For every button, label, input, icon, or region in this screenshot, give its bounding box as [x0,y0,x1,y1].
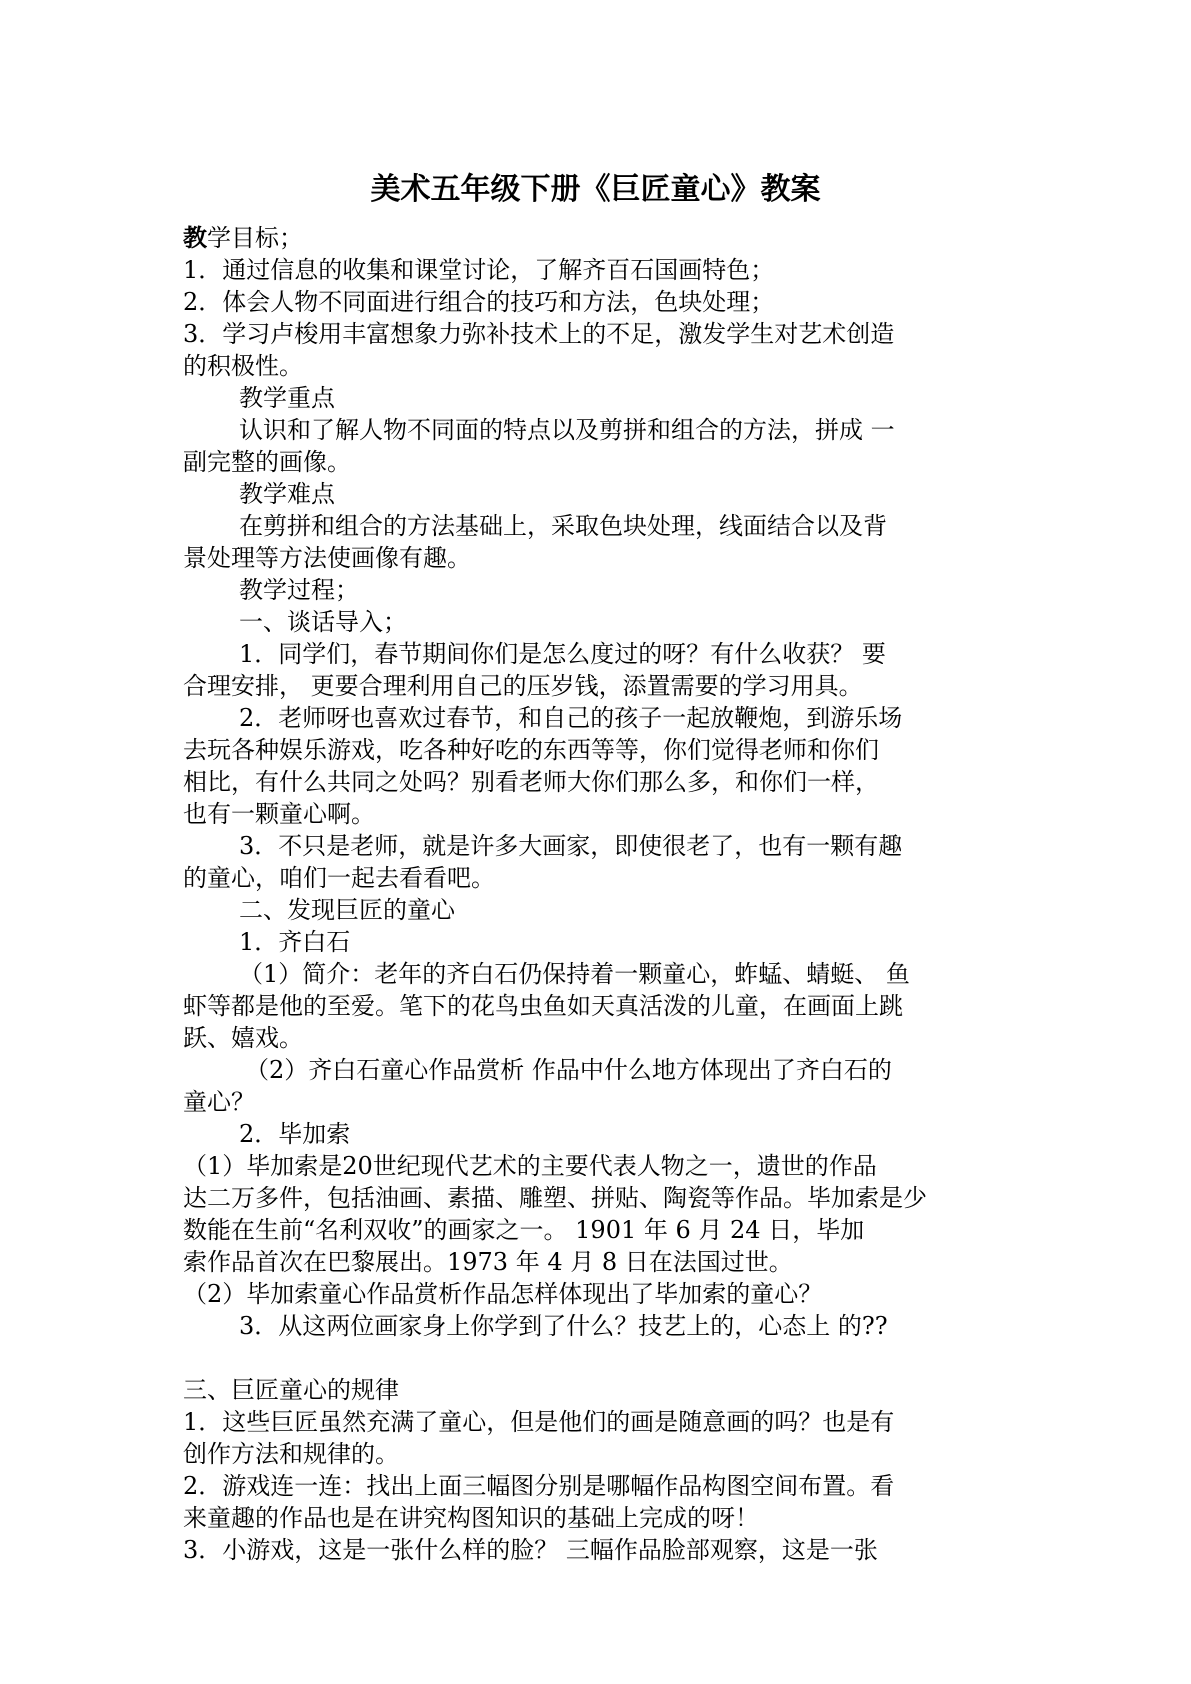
text-span: 学目标； [207,224,303,252]
section-heading-rules: 三、巨匠童心的规律 [183,1376,399,1404]
text-line: 在剪拼和组合的方法基础上，采取色块处理，线面结合以及背 [239,512,887,540]
section-heading-difficulties: 教学难点 [239,480,335,508]
text-line: 童心？ [183,1088,255,1116]
text-line: （1）简介：老年的齐白石仍保持着一颗童心，蚱蜢、蜻蜓、 鱼 [239,960,910,988]
text-line: 虾等都是他的至爱。笔下的花鸟虫鱼如天真活泼的儿童，在画面上跳 [183,992,903,1020]
text-line-objectives-heading [183,222,1013,254]
text-line: 3．从这两位画家身上你学到了什么？技艺上的，心态上 的?? [239,1312,888,1340]
section-heading-key-points: 教学重点 [239,384,335,412]
text-line: 1．通过信息的收集和课堂讨论，了解齐百石国画特色； [183,256,775,284]
text-line: 去玩各种娱乐游戏，吃各种好吃的东西等等，你们觉得老师和你们 [183,736,879,764]
document-body [183,222,1013,1566]
text-line: 也有一颗童心啊。 [183,800,375,828]
text-line: 相比，有什么共同之处吗？别看老师大你们那么多，和你们一样， [183,768,879,796]
text-line: 的童心，咱们一起去看看吧。 [183,864,495,892]
subheading-picasso: 2．毕加索 [239,1120,351,1148]
section-heading-process: 教学过程； [239,576,359,604]
text-line: 数能在生前“名利双收”的画家之一。 1901 年 6 月 24 日，毕加 [183,1216,865,1244]
text-line: 来童趣的作品也是在讲究构图知识的基础上完成的呀！ [183,1504,759,1532]
section-heading-discover: 二、发现巨匠的童心 [239,896,455,924]
text-line: （2）毕加索童心作品赏析作品怎样体现出了毕加索的童心？ [183,1280,823,1308]
text-line: 跃、嬉戏。 [183,1024,303,1052]
text-line: 3．小游戏，这是一张什么样的脸？ 三幅作品脸部观察，这是一张 [183,1536,878,1564]
text-line: 合理安排， 更要合理利用自己的压岁钱，添置需要的学习用具。 [183,672,863,700]
text-line: 的积极性。 [183,352,303,380]
text-line: 1．同学们，春节期间你们是怎么度过的呀？有什么收获？ 要 [239,640,886,668]
subheading-qi-baishi: 1．齐白石 [239,928,351,956]
text-line: （1）毕加索是20世纪现代艺术的主要代表人物之一，遗世的作品 [183,1152,877,1180]
text-line: 3．学习卢梭用丰富想象力弥补技术上的不足，激发学生对艺术创造 [183,320,895,348]
text-line: 索作品首次在巴黎展出。1973 年 4 月 8 日在法国过世。 [183,1248,793,1276]
section-heading-intro: 一、谈话导入； [239,608,407,636]
text-line: 认识和了解人物不同面的特点以及剪拼和组合的方法，拼成 一 [239,416,895,444]
bold-first-char: 教 [183,223,207,252]
text-line: 达二万多件，包括油画、素描、雕塑、拼贴、陶瓷等作品。毕加索是少 [183,1184,927,1212]
text-line: 创作方法和规律的。 [183,1440,399,1468]
text-line: 2．游戏连一连：找出上面三幅图分别是哪幅作品构图空间布置。看 [183,1472,895,1500]
text-line: （2）齐白石童心作品赏析 作品中什么地方体现出了齐白石的 [245,1056,892,1084]
text-line: 2．老师呀也喜欢过春节，和自己的孩子一起放鞭炮，到游乐场 [239,704,903,732]
text-line: 副完整的画像。 [183,448,351,476]
text-line: 3．不只是老师，就是许多大画家，即使很老了，也有一颗有趣 [239,832,903,860]
text-line: 2．体会人物不同面进行组合的技巧和方法，色块处理； [183,288,775,316]
text-line: 景处理等方法使画像有趣。 [183,544,471,572]
document-title: 美术五年级下册《巨匠童心》教案 [370,172,821,207]
blank-line [183,1342,1013,1374]
text-line: 1．这些巨匠虽然充满了童心，但是他们的画是随意画的吗？也是有 [183,1408,895,1436]
